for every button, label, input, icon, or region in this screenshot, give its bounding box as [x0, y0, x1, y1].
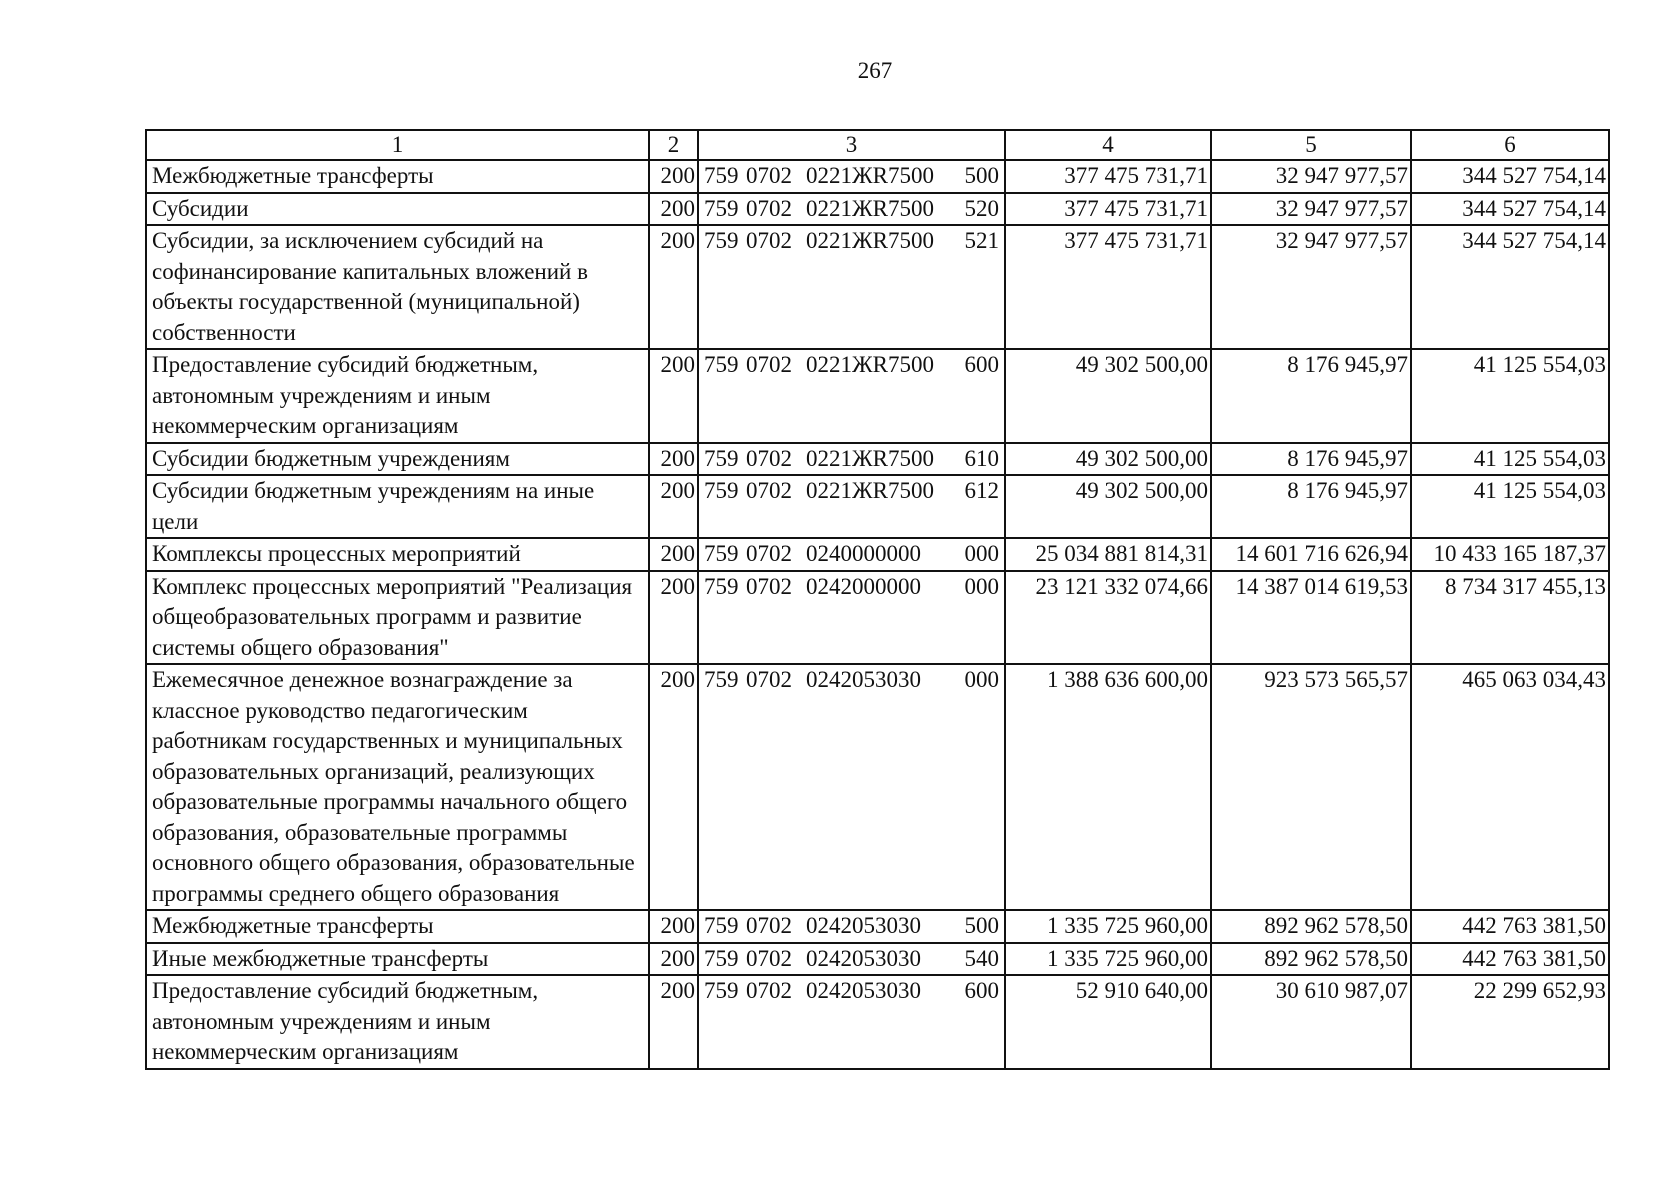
- row-amount-col5: 892 962 578,50: [1211, 943, 1411, 976]
- department-code: 759: [704, 573, 739, 599]
- section-code: 0702: [746, 445, 792, 471]
- row-code-200: 200: [649, 571, 698, 665]
- row-classification-code: [698, 193, 1005, 226]
- column-header-6: 6: [1411, 130, 1609, 160]
- row-amount-col5: 8 176 945,97: [1211, 349, 1411, 443]
- classification-code-group: [702, 161, 1001, 192]
- section-code: 0702: [746, 541, 792, 566]
- row-name: Межбюджетные трансферты: [146, 910, 649, 943]
- target-article-code: 0240000000: [806, 541, 921, 566]
- row-amount-col5: 892 962 578,50: [1211, 910, 1411, 943]
- row-name: Комплексы процессных мероприятий: [146, 538, 649, 571]
- row-amount-col4: 1 335 725 960,00: [1005, 910, 1211, 943]
- column-header-5: 5: [1211, 130, 1411, 160]
- department-code: 759: [704, 978, 739, 1003]
- department-code: 759: [704, 478, 739, 503]
- table-row: [146, 475, 1609, 538]
- row-name: Субсидии бюджетным учреждениям на иные цели: [146, 475, 649, 538]
- classification-code-group: [702, 476, 1001, 507]
- expense-type-code: 540: [964, 945, 999, 971]
- section-code: 0702: [746, 228, 792, 253]
- row-amount-col6: 344 527 754,14: [1411, 225, 1609, 349]
- target-article-code: 0221ЖR7500: [806, 228, 934, 253]
- column-header-3: 3: [698, 130, 1005, 160]
- row-amount-col4: 49 302 500,00: [1005, 475, 1211, 538]
- classification-code-group: [702, 572, 1001, 603]
- row-amount-col4: 52 910 640,00: [1005, 975, 1211, 1069]
- section-code: 0702: [746, 978, 792, 1003]
- column-header-4: 4: [1005, 130, 1211, 160]
- row-classification-code: [698, 910, 1005, 943]
- row-name: Предоставление субсидий бюджетным, автономным учреждениям и иным некоммерческим организациям: [146, 975, 649, 1069]
- row-amount-col6: 22 299 652,93: [1411, 975, 1609, 1069]
- section-code: 0702: [746, 667, 792, 692]
- row-amount-col6: 41 125 554,03: [1411, 349, 1609, 443]
- target-article-code: 0242053030: [806, 913, 921, 938]
- row-amount-col5: 923 573 565,57: [1211, 664, 1411, 910]
- target-article-code: 0242000000: [806, 573, 921, 599]
- expense-type-code: 600: [964, 352, 999, 377]
- header-row: [146, 130, 1609, 160]
- row-amount-col5: 32 947 977,57: [1211, 193, 1411, 226]
- expense-type-code: 600: [964, 978, 999, 1003]
- row-amount-col6: 10 433 165 187,37: [1411, 538, 1609, 571]
- table-row: [146, 225, 1609, 349]
- row-classification-code: [698, 160, 1005, 193]
- row-code-200: 200: [649, 910, 698, 943]
- section-code: 0702: [746, 478, 792, 503]
- classification-code-group: [702, 665, 1001, 696]
- expense-type-code: 500: [964, 913, 999, 938]
- expense-type-code: 000: [964, 667, 999, 692]
- section-code: 0702: [746, 352, 792, 377]
- department-code: 759: [704, 945, 739, 971]
- row-name: Субсидии, за исключением субсидий на софинансирование капитальных вложений в объекты государственной (муниципальной) собственности: [146, 225, 649, 349]
- row-name: Субсидии: [146, 193, 649, 226]
- classification-code-group: [702, 944, 1001, 975]
- target-article-code: 0242053030: [806, 667, 921, 692]
- budget-table: [145, 129, 1610, 1070]
- row-code-200: 200: [649, 538, 698, 571]
- section-code: 0702: [746, 163, 792, 188]
- row-code-200: 200: [649, 975, 698, 1069]
- table-row: [146, 160, 1609, 193]
- table-row: [146, 193, 1609, 226]
- row-amount-col5: 14 601 716 626,94: [1211, 538, 1411, 571]
- department-code: 759: [704, 352, 739, 377]
- row-classification-code: [698, 943, 1005, 976]
- department-code: 759: [704, 228, 739, 253]
- row-amount-col6: 344 527 754,14: [1411, 193, 1609, 226]
- row-name: Иные межбюджетные трансферты: [146, 943, 649, 976]
- row-classification-code: [698, 225, 1005, 349]
- classification-code-group: [702, 911, 1001, 942]
- expense-type-code: 500: [964, 163, 999, 188]
- row-name: Межбюджетные трансферты: [146, 160, 649, 193]
- expense-type-code: 000: [964, 573, 999, 599]
- row-amount-col4: 377 475 731,71: [1005, 225, 1211, 349]
- department-code: 759: [704, 445, 739, 471]
- row-amount-col5: 32 947 977,57: [1211, 225, 1411, 349]
- target-article-code: 0221ЖR7500: [806, 163, 934, 188]
- classification-code-group: [702, 444, 1001, 475]
- classification-code-group: [702, 350, 1001, 381]
- expense-type-code: 521: [964, 228, 999, 253]
- classification-code-group: [702, 976, 1001, 1007]
- row-code-200: 200: [649, 349, 698, 443]
- table-row: [146, 910, 1609, 943]
- table-row: [146, 349, 1609, 443]
- row-amount-col4: 25 034 881 814,31: [1005, 538, 1211, 571]
- row-amount-col5: 32 947 977,57: [1211, 160, 1411, 193]
- classification-code-group: [702, 194, 1001, 225]
- row-amount-col6: 8 734 317 455,13: [1411, 571, 1609, 665]
- row-amount-col6: 41 125 554,03: [1411, 443, 1609, 476]
- target-article-code: 0221ЖR7500: [806, 478, 934, 503]
- row-amount-col4: 1 335 725 960,00: [1005, 943, 1211, 976]
- row-code-200: 200: [649, 225, 698, 349]
- target-article-code: 0221ЖR7500: [806, 352, 934, 377]
- row-code-200: 200: [649, 475, 698, 538]
- row-amount-col6: 41 125 554,03: [1411, 475, 1609, 538]
- table-row: [146, 571, 1609, 665]
- row-amount-col6: 344 527 754,14: [1411, 160, 1609, 193]
- row-classification-code: [698, 975, 1005, 1069]
- section-code: 0702: [746, 945, 792, 971]
- row-amount-col4: 377 475 731,71: [1005, 193, 1211, 226]
- row-code-200: 200: [649, 664, 698, 910]
- target-article-code: 0221ЖR7500: [806, 445, 934, 471]
- row-name: Субсидии бюджетным учреждениям: [146, 443, 649, 476]
- table-row: [146, 975, 1609, 1069]
- row-classification-code: [698, 349, 1005, 443]
- classification-code-group: [702, 226, 1001, 257]
- section-code: 0702: [746, 573, 792, 599]
- row-name: Ежемесячное денежное вознаграждение за классное руководство педагогическим работникам государственных и муниципальных образовательных организаций, реализующих образовательные программы начального общего образования, образовательные программы основного общего образования, образовательные программы среднего общего образования: [146, 664, 649, 910]
- department-code: 759: [704, 541, 739, 566]
- row-code-200: 200: [649, 193, 698, 226]
- expense-type-code: 610: [964, 445, 999, 471]
- row-amount-col4: 23 121 332 074,66: [1005, 571, 1211, 665]
- row-amount-col6: 465 063 034,43: [1411, 664, 1609, 910]
- table-row: [146, 538, 1609, 571]
- table-row: [146, 664, 1609, 910]
- table-row: [146, 443, 1609, 476]
- section-code: 0702: [746, 913, 792, 938]
- row-code-200: 200: [649, 160, 698, 193]
- row-amount-col5: 14 387 014 619,53: [1211, 571, 1411, 665]
- row-classification-code: [698, 538, 1005, 571]
- target-article-code: 0242053030: [806, 945, 921, 971]
- department-code: 759: [704, 195, 739, 221]
- row-amount-col6: 442 763 381,50: [1411, 910, 1609, 943]
- row-amount-col5: 8 176 945,97: [1211, 443, 1411, 476]
- row-code-200: 200: [649, 443, 698, 476]
- target-article-code: 0221ЖR7500: [806, 195, 934, 221]
- row-name: Предоставление субсидий бюджетным, автономным учреждениям и иным некоммерческим организациям: [146, 349, 649, 443]
- column-header-2: 2: [649, 130, 698, 160]
- expense-type-code: 520: [964, 195, 999, 221]
- column-header-1: 1: [146, 130, 649, 160]
- row-name: Комплекс процессных мероприятий "Реализация общеобразовательных программ и развитие системы общего образования": [146, 571, 649, 665]
- target-article-code: 0242053030: [806, 978, 921, 1003]
- row-classification-code: [698, 664, 1005, 910]
- row-amount-col4: 49 302 500,00: [1005, 349, 1211, 443]
- row-classification-code: [698, 443, 1005, 476]
- page-number: 267: [857, 58, 893, 83]
- department-code: 759: [704, 913, 739, 938]
- row-amount-col4: 377 475 731,71: [1005, 160, 1211, 193]
- row-amount-col6: 442 763 381,50: [1411, 943, 1609, 976]
- row-amount-col4: 49 302 500,00: [1005, 443, 1211, 476]
- table-row: [146, 943, 1609, 976]
- department-code: 759: [704, 163, 739, 188]
- expense-type-code: 612: [964, 478, 999, 503]
- expense-type-code: 000: [964, 541, 999, 566]
- row-amount-col4: 1 388 636 600,00: [1005, 664, 1211, 910]
- row-classification-code: [698, 475, 1005, 538]
- department-code: 759: [704, 667, 739, 692]
- row-code-200: 200: [649, 943, 698, 976]
- row-classification-code: [698, 571, 1005, 665]
- section-code: 0702: [746, 195, 792, 221]
- row-amount-col5: 8 176 945,97: [1211, 475, 1411, 538]
- classification-code-group: [702, 539, 1001, 570]
- row-amount-col5: 30 610 987,07: [1211, 975, 1411, 1069]
